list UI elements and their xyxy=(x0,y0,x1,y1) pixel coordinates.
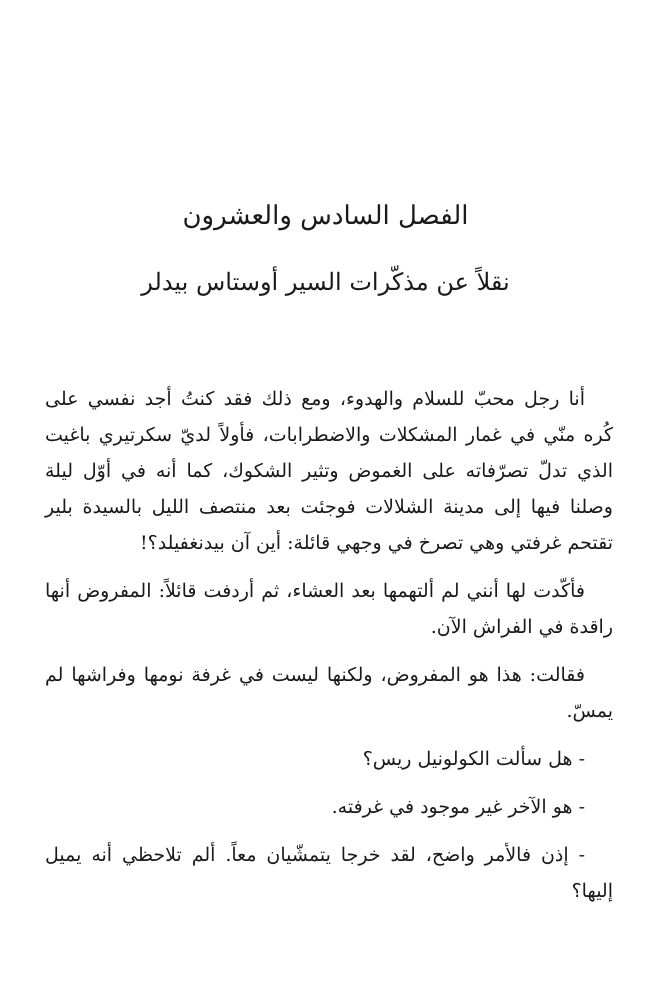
dialogue-line-1: - هل سألت الكولونيل ريس؟ xyxy=(362,748,585,770)
paragraph-2: فأكّدت لها أنني لم ألتهمها بعد العشاء، ثم أردفت قائلاً: المفروض أنها راقدة في الفراش الآن. xyxy=(45,580,613,638)
chapter-subtitle: نقلاً عن مذكّرات السير أوستاس بيدلر xyxy=(141,268,510,296)
paragraph-1: أنا رجل محبّ للسلام والهدوء، ومع ذلك فقد كنتُ أجد نفسي على كُره منّي في غمار المشكلات والاضطرابات، فأولاً لديّ سكرتيري باغيت الذي تدلّ تصرّفاته على الغموض وتثير الشكوك، كما أنه في أوّل ليلة وصلنا فيها إلى مدينة الشلالات فوجئت بعد منتصف الليل بالسيدة بلير تقتحم غرفتي وهي تصرخ في وجهي قائلة: أين آن بيدنغفيلد؟! xyxy=(45,388,613,554)
body-text xyxy=(45,381,613,921)
chapter-title: الفصل السادس والعشرون xyxy=(182,201,469,231)
dialogue-line-2: - هو الآخر غير موجود في غرفته. xyxy=(331,796,585,818)
dialogue-line-3: - إذن فالأمر واضح، لقد خرجا يتمشّيان معاً. ألم تلاحظي أنه يميل إليها؟ xyxy=(45,844,613,902)
paragraph-3: فقالت: هذا هو المفروض، ولكنها ليست في غرفة نومها وفراشها لم يمسّ. xyxy=(45,664,613,722)
